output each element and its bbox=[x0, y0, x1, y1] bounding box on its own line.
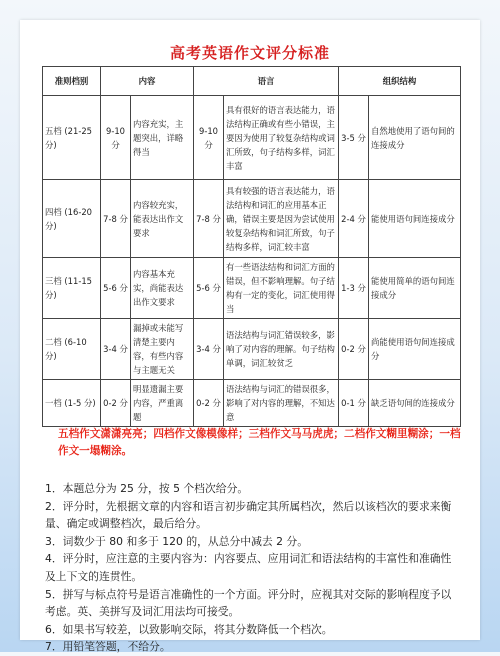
language-cell: 具有较强的语言表达能力，语法结构和词汇的应用基本正确，错误主要是因为尝试使用较复杂结构和词汇所致，句子结构多样，词汇较丰富 bbox=[224, 180, 339, 258]
content-cell: 漏掉或未能写清楚主要内容，有些内容与主题无关 bbox=[131, 319, 194, 380]
document-page bbox=[20, 20, 480, 654]
page-title: 高考英语作文评分标准 bbox=[169, 44, 330, 62]
header-language: 语言 bbox=[194, 67, 339, 96]
org-cell: 自然地使用了语句间的连接成分 bbox=[369, 96, 461, 180]
note-item: 4．评分时，应注意的主要内容为：内容要点、应用词汇和语法结构的丰富性和准确性及上下文的连贯性。 bbox=[45, 552, 452, 583]
content-cell: 内容较充实，能表达出作文要求 bbox=[131, 180, 194, 258]
language-cell: 语法结构与词汇的错误很多，影响了对内容的理解，不知达意 bbox=[224, 380, 339, 427]
scoring-notes bbox=[45, 480, 457, 656]
content-cell: 内容充实，主题突出，详略得当 bbox=[131, 96, 194, 180]
note-item: 6．如果书写较差，以致影响交际，将其分数降低一个档次。 bbox=[45, 622, 333, 636]
org-score-cell: 0-2 分 bbox=[339, 319, 369, 380]
note-item: 7．用铅笔答题，不给分。 bbox=[45, 640, 171, 654]
note-item: 5．拼写与标点符号是语言准确性的一个方面。评分时，应视其对交际的影响程度予以考虑。英、美拼写及词汇用法均可接受。 bbox=[45, 587, 452, 619]
level-cell: 五档 (21-25 分) bbox=[43, 96, 101, 180]
org-score-cell: 3-5 分 bbox=[339, 96, 369, 180]
header-organization: 组织结构 bbox=[339, 67, 461, 96]
language-score-cell: 7-8 分 bbox=[194, 180, 224, 258]
header-content: 内容 bbox=[101, 67, 194, 96]
org-score-cell: 1-3 分 bbox=[339, 258, 369, 319]
table-row bbox=[43, 96, 461, 180]
level-cell: 一档 (1-5 分) bbox=[43, 380, 101, 427]
content-cell: 明显遗漏主要内容，严重离题 bbox=[131, 380, 194, 427]
content-score-cell: 7-8 分 bbox=[101, 180, 131, 258]
language-score-cell: 3-4 分 bbox=[194, 319, 224, 380]
table-row bbox=[43, 380, 461, 427]
language-score-cell: 9-10 分 bbox=[194, 96, 224, 180]
org-cell: 尚能使用语句间连接成分 bbox=[369, 319, 461, 380]
table-row bbox=[43, 258, 461, 319]
content-score-cell: 3-4 分 bbox=[101, 319, 131, 380]
content-score-cell: 5-6 分 bbox=[101, 258, 131, 319]
table-row bbox=[43, 180, 461, 258]
language-cell: 语法结构与词汇错误较多，影响了对内容的理解。句子结构单调，词汇较贫乏 bbox=[224, 319, 339, 380]
level-cell: 二档 (6-10 分) bbox=[43, 319, 101, 380]
scoring-table bbox=[42, 66, 461, 427]
note-item: 2．评分时，先根据文章的内容和语言初步确定其所属档次，然后以该档次的要求来衡量、确定或调整档次，最后给分。 bbox=[45, 499, 452, 531]
org-cell: 能使用简单的语句间连接成分 bbox=[369, 258, 461, 319]
table-header-row bbox=[43, 67, 461, 96]
language-score-cell: 0-2 分 bbox=[194, 380, 224, 427]
note-item: 1．本题总分为 25 分，按 5 个档次给分。 bbox=[45, 482, 249, 495]
level-cell: 三档 (11-15 分) bbox=[43, 258, 101, 319]
org-cell: 能使用语句间连接成分 bbox=[369, 180, 461, 258]
language-cell: 具有很好的语言表达能力，语法结构正确或有些小错误，主要因为使用了较复杂结构或词汇所致，句子结构多样，词汇丰富 bbox=[224, 96, 339, 180]
language-cell: 有一些语法结构和词汇方面的错误，但不影响理解。句子结构有一定的变化，词汇使用得当 bbox=[224, 258, 339, 319]
org-score-cell: 0-1 分 bbox=[339, 380, 369, 427]
table-row bbox=[43, 319, 461, 380]
org-score-cell: 2-4 分 bbox=[339, 180, 369, 258]
org-cell: 缺乏语句间的连接成分 bbox=[369, 380, 461, 427]
header-level: 准则档别 bbox=[43, 67, 101, 96]
content-score-cell: 0-2 分 bbox=[101, 380, 131, 427]
language-score-cell: 5-6 分 bbox=[194, 258, 224, 319]
level-cell: 四档 (16-20 分) bbox=[43, 180, 101, 258]
summary-slogan: 五档作文潇潇亮亮；四档作文像模像样；三档作文马马虎虎；二档作文糊里糊涂；一档作文一塌糊涂。 bbox=[58, 428, 461, 457]
note-item: 3．词数少于 80 和多于 120 的，从总分中减去 2 分。 bbox=[45, 534, 309, 548]
content-score-cell: 9-10 分 bbox=[101, 96, 131, 180]
content-cell: 内容基本充实，尚能表达出作文要求 bbox=[131, 258, 194, 319]
